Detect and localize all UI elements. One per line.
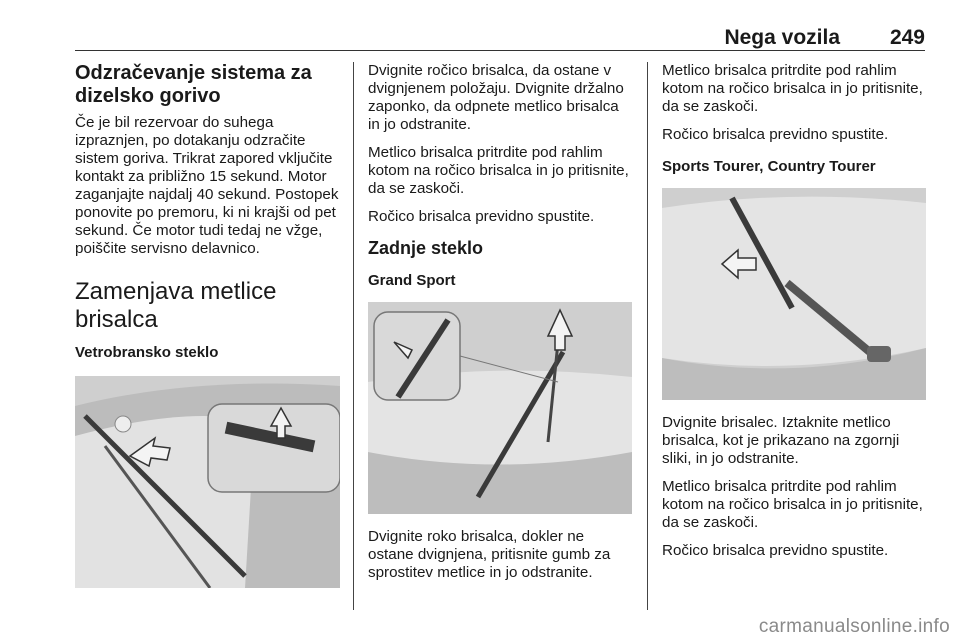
paragraph: Ročico brisalca previdno spustite. <box>662 126 889 143</box>
column-divider <box>353 62 354 610</box>
watermark: carmanualsonline.info <box>758 616 950 637</box>
paragraph: Dvignite ročico brisalca, da ostane v dvignjenem položaju. Dvignite držalno zaponko, da odpnete metlico brisalca in jo odstranite. <box>368 62 624 133</box>
model-label: Grand Sport <box>368 272 456 289</box>
paragraph: Metlico brisalca pritrdite pod rahlim kotom na ročico brisalca in jo pritisnite, da se zaskoči. <box>662 62 923 115</box>
page-header <box>75 28 925 51</box>
paragraph: Dvignite roko brisalca, dokler ne ostane dvignjena, pritisnite gumb za sprostitev metlice in jo odstranite. <box>368 528 611 581</box>
column-1 <box>75 62 340 600</box>
rear-wiper-grand-sport-illustration <box>368 302 632 514</box>
column-3 <box>662 62 926 570</box>
windscreen-wiper-illustration <box>75 376 340 588</box>
paragraph: Dvignite brisalec. Iztaknite metlico brisalca, kot je prikazano na zgornji sliki, in jo odstranite. <box>662 414 900 467</box>
subheading-windscreen: Vetrobransko steklo <box>75 344 219 361</box>
model-label: Sports Tourer, Country Tourer <box>662 158 876 175</box>
paragraph: Ročico brisalca previdno spustite. <box>368 208 595 225</box>
chapter-heading: Zamenjava metlice brisalca <box>75 278 277 333</box>
column-2 <box>368 62 632 592</box>
paragraph: Ročico brisalca previdno spustite. <box>662 542 889 559</box>
paragraph: Metlico brisalca pritrdite pod rahlim kotom na ročico brisalca in jo pritisnite, da se zaskoči. <box>662 478 923 531</box>
subheading-rear-window: Zadnje steklo <box>368 238 484 258</box>
heading-diesel-bleed: Odzračevanje sistema za dizelsko gorivo <box>75 62 312 107</box>
page-number: 249 <box>889 26 925 49</box>
paragraph: Če je bil rezervoar do suhega izpraznjen, po dotakanju odzračite sistem goriva. Trikrat zapored vključite kontakt za približno 15 sekund. Motor zaganjajte najdalj 40 sekund. Postopek ponovite po premoru, ki ni krajši od pet sekund. Če motor tudi tedaj ne vžge, poiščite servisno delavnico. <box>75 114 339 257</box>
column-divider <box>647 62 648 610</box>
rear-wiper-sports-tourer-illustration <box>662 188 926 400</box>
section-title: Nega vozila <box>724 26 840 49</box>
paragraph: Metlico brisalca pritrdite pod rahlim kotom na ročico brisalca in jo pritisnite, da se zaskoči. <box>368 144 629 197</box>
